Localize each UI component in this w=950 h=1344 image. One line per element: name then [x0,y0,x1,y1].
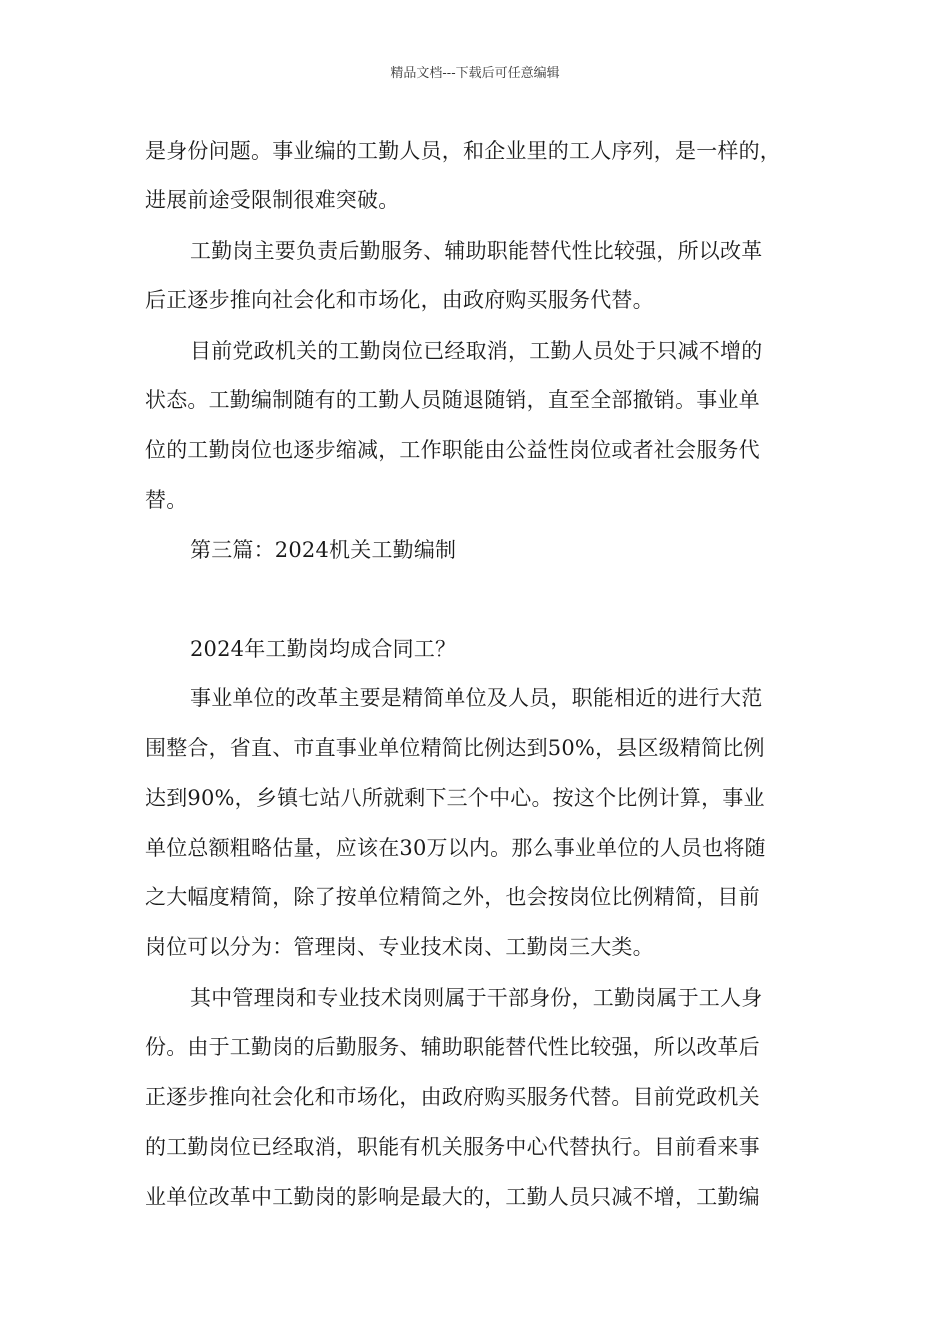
paragraph-first-line: 其中管理岗和专业技术岗则属于干部身份，工勤岗属于工人身 [190,986,763,1010]
body-line: 围整合，省直、市直事业单位精简比例达到50%，县区级精简比例 [145,736,765,760]
body-line: 替。 [145,488,188,512]
paragraph-first-line: 工勤岗主要负责后勤服务、辅助职能替代性比较强，所以改革 [190,239,763,263]
article-title: 2024年工勤岗均成合同工？ [190,637,457,661]
body-line: 业单位改革中工勤岗的影响是最大的，工勤人员只减不增，工勤编 [145,1185,760,1209]
body-line: 进展前途受限制很难突破。 [145,188,400,212]
body-line: 份。由于工勤岗的后勤服务、辅助职能替代性比较强，所以改革后 [145,1035,760,1059]
body-line: 是身份问题。事业编的工勤人员，和企业里的工人序列，是一样的， [145,139,781,163]
page-header: 精品文档---下载后可任意编辑 [390,66,560,81]
body-line: 之大幅度精简，除了按单位精简之外，也会按岗位比例精简，目前 [145,885,760,909]
body-line: 达到90%，乡镇七站八所就剩下三个中心。按这个比例计算，事业 [145,786,765,810]
body-line: 的工勤岗位已经取消，职能有机关服务中心代替执行。目前看来事 [145,1135,760,1159]
body-line: 正逐步推向社会化和市场化，由政府购买服务代替。目前党政机关 [145,1085,760,1109]
paragraph-first-line: 目前党政机关的工勤岗位已经取消，工勤人员处于只减不增的 [190,339,763,363]
body-line: 后正逐步推向社会化和市场化，由政府购买服务代替。 [145,288,654,312]
body-line: 位的工勤岗位也逐步缩减，工作职能由公益性岗位或者社会服务代 [145,438,760,462]
body-line: 状态。工勤编制随有的工勤人员随退随销，直至全部撤销。事业单 [145,388,760,412]
body-line: 岗位可以分为：管理岗、专业技术岗、工勤岗三大类。 [145,935,654,959]
section-heading: 第三篇：2024机关工勤编制 [190,538,457,562]
paragraph-first-line: 事业单位的改革主要是精简单位及人员，职能相近的进行大范 [190,686,763,710]
body-line: 单位总额粗略估量，应该在30万以内。那么事业单位的人员也将随 [145,836,766,860]
